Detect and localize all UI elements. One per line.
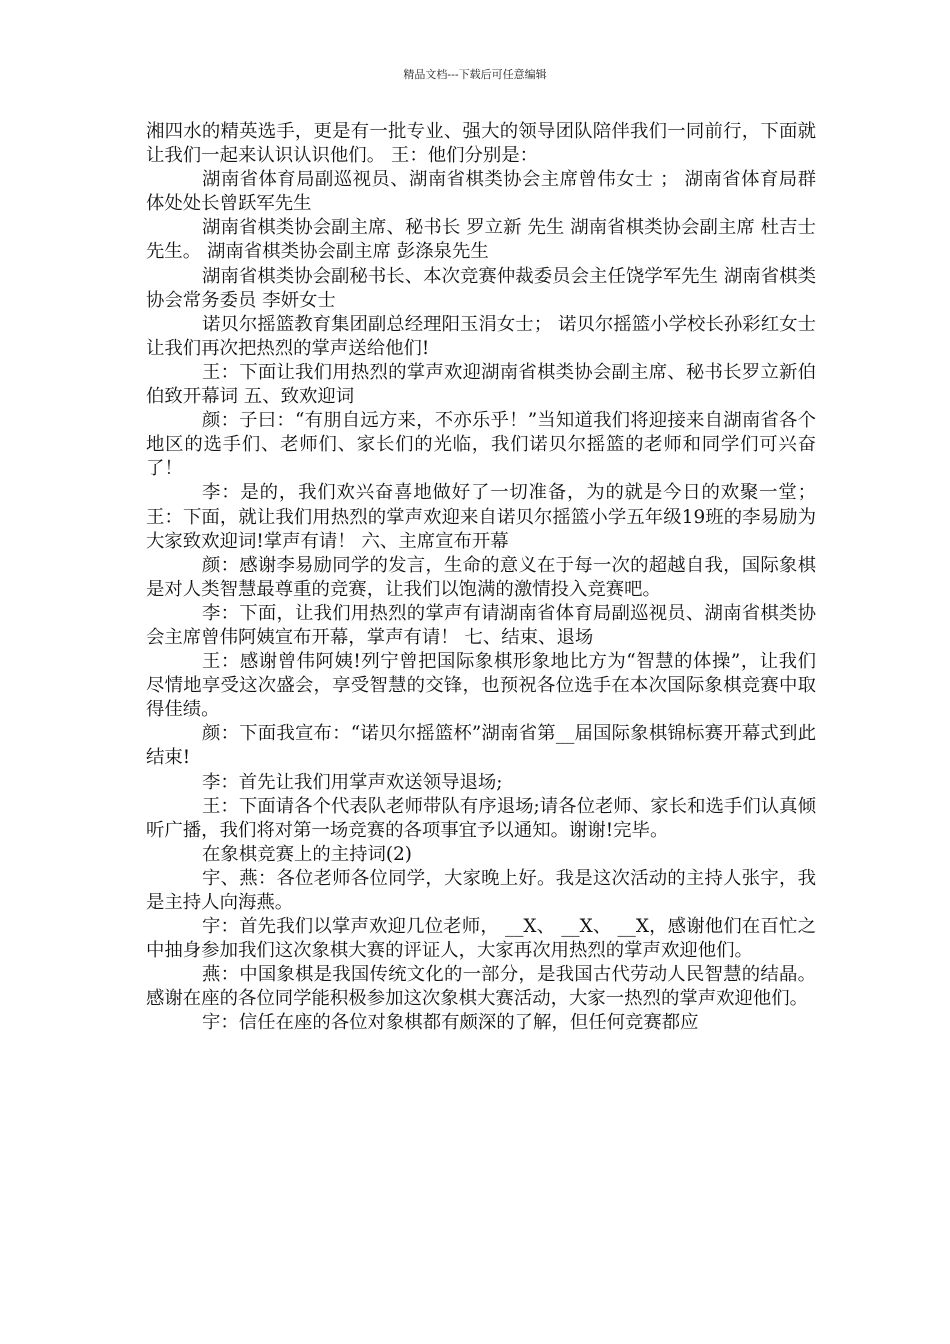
paragraph: 李：下面，让我们用热烈的掌声有请湖南省体育局副巡视员、湖南省棋类协会主席曾伟阿姨宣布开幕，掌声有请！ 七、结束、退场 — [146, 602, 816, 648]
document-body — [146, 120, 816, 1036]
paragraph: 宇、燕：各位老师各位同学，大家晚上好。我是这次活动的主持人张宇，我是主持人向海燕。 — [146, 867, 816, 913]
page-header: 精品文档---下载后可任意编辑 — [403, 68, 547, 81]
paragraph: 王：下面让我们用热烈的掌声欢迎湖南省棋类协会副主席、秘书长罗立新伯 伯致开幕词 五、致欢迎词 — [146, 361, 816, 408]
paragraph: 颜：下面我宣布：“诺贝尔摇篮杯”湖南省第__届国际象棋锦标赛开幕式到此结束! — [146, 723, 816, 769]
paragraph: 湖南省体育局副巡视员、湖南省棋类协会主席曾伟女士 ； 湖南省体育局群体处处长曾跃军先生 — [146, 169, 816, 215]
paragraph: 宇：信任在座的各位对象棋都有颇深的了解，但任何竞赛都应 — [202, 1012, 699, 1034]
paragraph: 王：下面请各个代表队老师带队有序退场;请各位老师、家长和选手们认真倾听广播，我们将对第一场竞赛的各项事宜予以通知。谢谢!完毕。 — [146, 795, 816, 841]
paragraph: 在象棋竞赛上的主持词(2) — [202, 843, 412, 865]
paragraph: 诺贝尔摇篮教育集团副总经理阳玉涓女士； 诺贝尔摇篮小学校长孙彩红女士 让我们再次把热烈的掌声送给他们! — [146, 313, 816, 359]
paragraph: 李：首先让我们用掌声欢送领导退场; — [202, 771, 503, 793]
paragraph: 燕：中国象棋是我国传统文化的一部分，是我国古代劳动人民智慧的结晶。感谢在座的各位同学能积极参加这次象棋大赛活动，大家一热烈的掌声欢迎他们。 — [146, 964, 816, 1010]
paragraph: 李：是的，我们欢兴奋喜地做好了一切准备，为的就是今日的欢聚一堂； 王：下面，就让我们用热烈的掌声欢迎来自诺贝尔摇篮小学五年级19班的李易励为大家致欢迎词!掌声有请！ 六、主席宣布开幕 — [146, 482, 816, 552]
paragraph: 宇：首先我们以掌声欢迎几位老师， __X、 __X、 __X，感谢他们在百忙之中抽身参加我们这次象棋大赛的评证人，大家再次用热烈的掌声欢迎他们。 — [146, 916, 816, 962]
paragraph: 颜：子曰：“有朋自远方来，不亦乐乎！”当知道我们将迎接来自湖南省各个地区的选手们、老师们、家长们的光临，我们诺贝尔摇篮的老师和同学们可兴奋了！ — [146, 410, 816, 480]
paragraph: 湖南省棋类协会副秘书长、本次竞赛仲裁委员会主任饶学军先生 湖南省棋类协会常务委员 李妍女士 — [146, 265, 816, 311]
paragraph: 王：感谢曾伟阿姨!列宁曾把国际象棋形象地比方为“智慧的体操”，让我们尽情地享受这次盛会，享受智慧的交锋，也预祝各位选手在本次国际象棋竞赛中取得佳绩。 — [146, 651, 816, 721]
paragraph: 湖南省棋类协会副主席、秘书长 罗立新 先生 湖南省棋类协会副主席 杜吉士先生。 湖南省棋类协会副主席 彭涤泉先生 — [146, 217, 816, 263]
paragraph: 湘四水的精英选手，更是有一批专业、强大的领导团队陪伴我们一同前行，下面就让我们一起来认识认识他们。 王：他们分别是： — [146, 121, 816, 167]
paragraph: 颜：感谢李易励同学的发言，生命的意义在于每一次的超越自我，国际象棋是对人类智慧最尊重的竞赛，让我们以饱满的激情投入竞赛吧。 — [146, 554, 816, 600]
